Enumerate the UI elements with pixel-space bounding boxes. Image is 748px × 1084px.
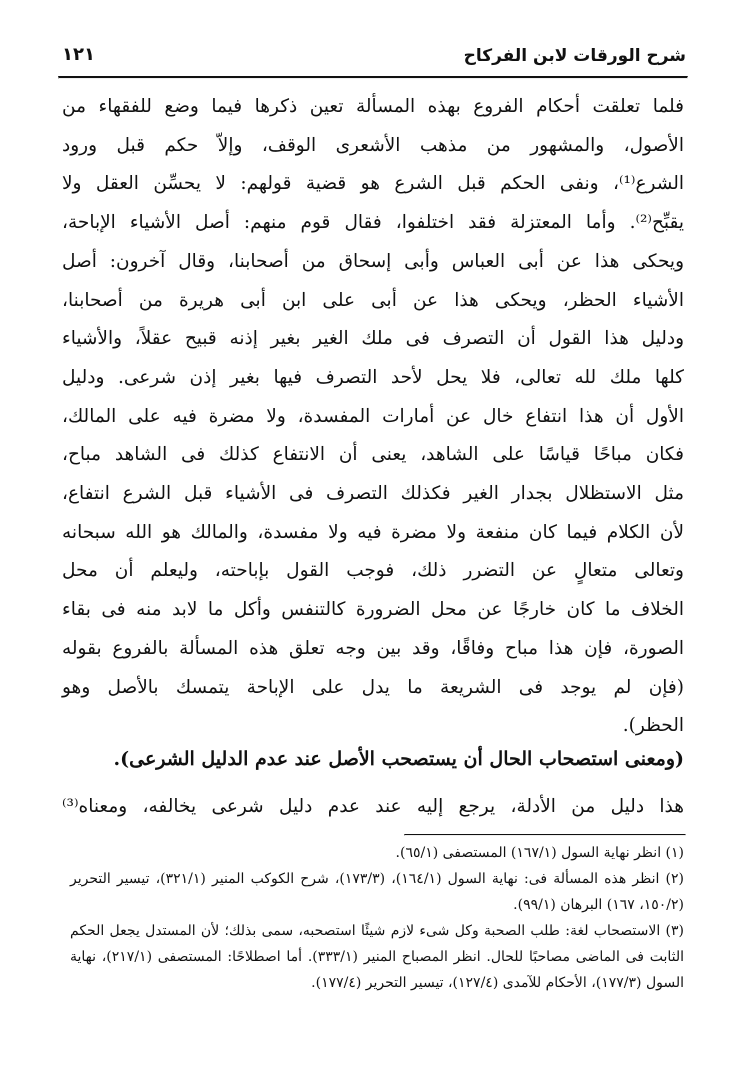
- body-line: الخلاف ما كان خارجًا عن محل الضرورة كالتنفس وأكل ما لابد منه فى بقاء: [62, 599, 684, 621]
- body-line: فكان مباحًا قياسًا على الشاهد، يعنى أن الانتفاع كذلك فى الشاهد مباح،: [62, 444, 684, 466]
- section-heading: (ومعنى استصحاب الحال أن يستصحب الأصل عند عدم الدليل الشرعى).: [113, 748, 684, 770]
- page-number: ١٢١: [62, 44, 95, 65]
- running-title: شرح الورقات لابن الفركاح: [463, 46, 686, 66]
- footnotes: [70, 840, 684, 996]
- body-line: ويحكى هذا عن أبى العباس وأبى إسحاق من أصحابنا، وقال آخرون: أصل: [62, 250, 684, 272]
- body-line-after-heading: هذا دليل من الأدلة، يرجع إليه عند عدم دليل شرعى يخالفه، ومعناه⁽³⁾: [62, 796, 684, 817]
- body-line: وتعالى متعالٍ عن التضرر ذلك، فوجب القول بإباحته، وليعلم أن محل: [62, 560, 684, 582]
- body-line: (فإن لم يوجد فى الشريعة ما يدل على الإباحة يتمسك بالأصل وهو: [62, 676, 684, 698]
- footnote-3: (٣) الاستصحاب لغة: طلب الصحبة وكل شىء لازم شيئًا استصحبه، سمى بذلك؛ لأن المستدل يجعل الحكم الثابت فى الماضى مصاحبًا للحال. انظر المصباح المنير (٣٣٣/١). أما اصطلاحًا: المستصفى (٢١٧/١)، نهاية السول (١٧٧/٣)، الأحكام للآمدى (١٢٧/٤)، تيسير التحرير (١٧٧/٤).: [70, 923, 684, 991]
- footnote-2: (٢) انظر هذه المسألة فى: نهاية السول (١٦٤/١)، (١٧٣/٣)، شرح الكوكب المنير (٣٢١/١)، تيسير التحرير (١٥٠/٢، ١٦٧) البرهان (٩٩/١).: [70, 871, 684, 913]
- body-line: كلها ملك لله تعالى، فلا يحل لأحد التصرف فيها بغير إذن شرعى. ودليل: [62, 366, 684, 388]
- body-line: الشرع⁽¹⁾، ونفى الحكم قبل الشرع هو قضية قولهم: لا يحسِّن العقل ولا: [62, 173, 684, 195]
- body-line: فلما تعلقت أحكام الفروع بهذه المسألة تعين ذكرها فيما وضع للفقهاء من: [62, 96, 684, 117]
- body-text: [62, 88, 684, 746]
- footnote-rule: [404, 834, 686, 836]
- body-line: مثل الاستظلال بجدار الغير فكذلك التصرف فى الأشياء قبل الشرع انتفاع،: [62, 483, 684, 505]
- footnote-1: (١) انظر نهاية السول (١٦٧/١) المستصفى (٦٥/١).: [395, 845, 684, 861]
- body-line: الأصول، والمشهور من مذهب الأشعرى الوقف، وإلاّ حكم قبل ورود: [62, 134, 684, 156]
- body-line: ودليل هذا القول أن التصرف فى ملك الغير بغير إذنه قبيح عقلاً، والأشياء: [62, 328, 684, 350]
- body-line: الأول أن هذا انتفاع خال عن أمارات المفسدة، ولا مضرة فيه على المالك،: [62, 405, 684, 427]
- body-line: الأشياء الحظر، ويحكى هذا عن أبى على ابن أبى هريرة من أصحابنا،: [62, 289, 684, 311]
- body-line: الحظر).: [622, 715, 684, 737]
- header-rule: [58, 76, 688, 79]
- body-line: لأن الكلام فيما كان منفعة ولا مضرة فيه ولا مفسدة، والمالك هو الله سبحانه: [62, 521, 684, 543]
- body-line: الصورة، فإن هذا مباح وفاقًا، وقد بين وجه تعلق هذه المسألة بالفروع بقوله: [62, 637, 684, 659]
- page-header: [58, 40, 686, 74]
- body-line: يقبِّح⁽²⁾. وأما المعتزلة فقد اختلفوا، فقال قوم منهم: أصل الأشياء الإباحة،: [62, 212, 684, 234]
